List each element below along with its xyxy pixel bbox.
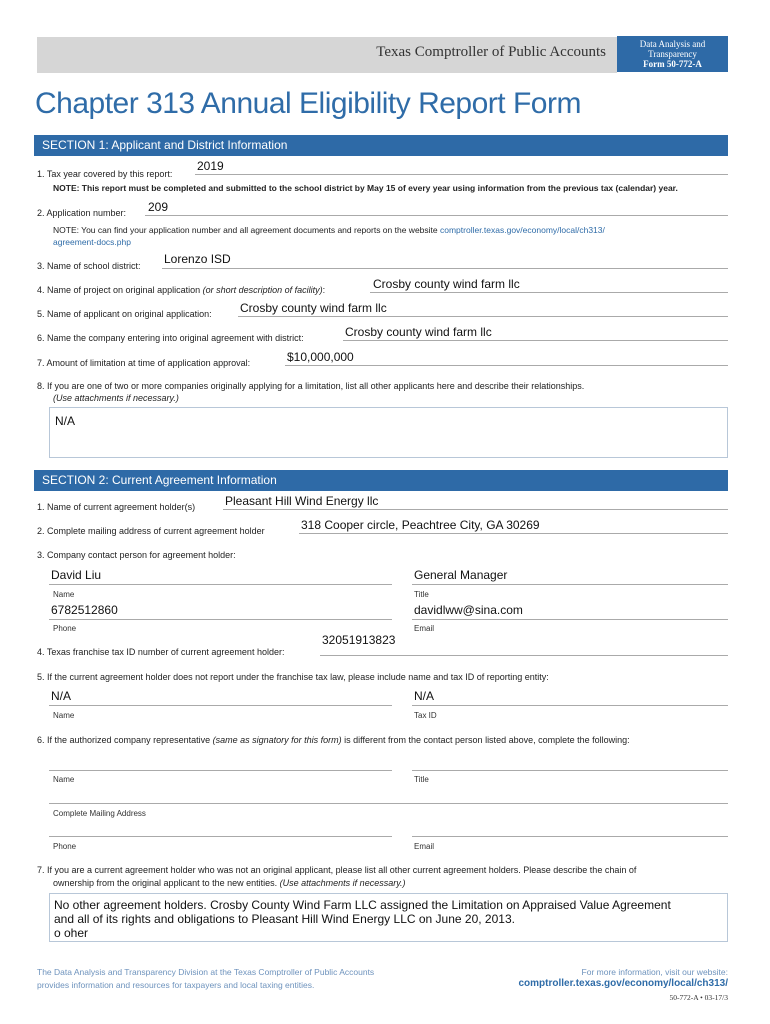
footer-form-number: 50-772-A • 03-17/3 [669,993,728,1002]
q7-value-line2: and all of its rights and obligations to Pleasant Hill Wind Energy LLC on June 20, 2013. [54,912,515,926]
s1-q1-value[interactable]: 2019 [197,159,224,173]
note1-text: NOTE: This report must be completed and submitted to the school district by May 15 of every year using information from the previous tax (calendar) year. [53,183,678,193]
s1-q2-line [145,215,728,216]
q5-name-line [49,705,392,706]
q6-text-b: is different from the contact person listed above, complete the following: [341,735,630,745]
contact-email-line [412,619,728,620]
contact-title-label: Title [414,590,429,599]
q7-value-line3: o oher [54,926,89,940]
badge-line2: Transparency [648,49,697,59]
q5-taxid-line [412,705,728,706]
contact-title-line [412,584,728,585]
s1-q6-value[interactable]: Crosby county wind farm llc [345,325,492,339]
rep-title-label: Title [414,775,429,784]
s2-q7-label-line1: 7. If you are a current agreement holder who was not an original applicant, please list all other current agreement holders. Please describe the chain of [37,865,637,875]
note2-link1[interactable]: comptroller.texas.gov/economy/local/ch313/ [439,225,605,235]
rep-email-label: Email [414,842,435,851]
contact-phone-label: Phone [53,624,77,633]
s2-q2-value[interactable]: 318 Cooper circle, Peachtree City, GA 30269 [301,518,540,532]
s1-q8-value: N/A [55,414,76,428]
s2-q4-line [320,655,728,656]
s1-q6-line [343,340,728,341]
s2-q7-label-line2 [53,878,406,888]
rep-phone-label: Phone [53,842,77,851]
rep-phone-line[interactable] [49,836,392,837]
page-title: Chapter 313 Annual Eligibility Report Form [35,87,581,120]
footer-website-link[interactable]: comptroller.texas.gov/economy/local/ch313/ [518,978,728,989]
contact-email-label: Email [414,624,435,633]
q6-italic: (same as signatory for this form) [212,735,342,745]
s1-q3-label: 3. Name of school district: [37,261,141,271]
badge-line1: Data Analysis and [639,39,706,49]
rep-name-label: Name [53,775,75,784]
s2-q1-value[interactable]: Pleasant Hill Wind Energy llc [225,494,379,508]
section1-heading: SECTION 1: Applicant and District Information [34,135,728,156]
q7-line2-text: ownership from the original applicant to the new entities. [53,878,278,888]
s1-q4-line [370,292,728,293]
s1-q1-label: 1. Tax year covered by this report: [37,169,173,179]
s1-q2-label: 2. Application number: [37,208,127,218]
q7-value-line1: No other agreement holders. Crosby County Wind Farm LLC assigned the Limitation on Appraised Value Agreement [54,898,671,912]
contact-name-label: Name [53,590,75,599]
note2-text-main: NOTE: You can find your application number and all agreement documents and reports on the website [53,225,440,235]
s2-q4-label: 4. Texas franchise tax ID number of current agreement holder: [37,647,285,657]
rep-address-line[interactable] [49,803,728,804]
s1-q7-value[interactable]: $10,000,000 [287,350,354,364]
s1-q4-label: 4. Name of project on original application (or short description of facility): [37,285,326,295]
q8-italic-text: (Use attachments if necessary.) [53,393,179,403]
q5-taxid-label: Tax ID [414,711,437,720]
q4-italic: (or short description of facility) [202,285,323,295]
s1-q5-value[interactable]: Crosby county wind farm llc [240,301,387,315]
s1-q5-line [238,316,728,317]
s2-q1-label: 1. Name of current agreement holder(s) [37,502,196,512]
s2-q2-line [299,533,728,534]
s1-q3-value[interactable]: Lorenzo ISD [164,252,231,266]
q6-text-a: 6. If the authorized company representative [37,735,213,745]
contact-email-value[interactable]: davidlww@sina.com [414,603,523,617]
q5-taxid-value[interactable]: N/A [414,689,435,703]
s2-q7-textbox[interactable] [49,893,728,942]
rep-address-label: Complete Mailing Address [53,809,146,818]
s1-q7-line [285,365,728,366]
s2-q4-value[interactable]: 32051913823 [322,633,396,647]
contact-title-value[interactable]: General Manager [414,568,508,582]
s1-q3-line [162,268,728,269]
s1-note1 [53,182,678,194]
section2-heading: SECTION 2: Current Agreement Information [34,470,728,491]
footer-right-line1: For more information, visit our website: [581,967,728,977]
s1-q4-value[interactable]: Crosby county wind farm llc [373,277,520,291]
s1-q8-textbox[interactable] [49,407,728,458]
note2-link2[interactable]: agreement-docs.php [53,237,131,247]
contact-phone-value[interactable]: 6782512860 [51,603,118,617]
s1-note2 [53,224,728,248]
agency-name: Texas Comptroller of Public Accounts [376,44,606,60]
contact-name-line [49,584,392,585]
q7-italic: (Use attachments if necessary.) [279,878,406,888]
q4-label-text: 4. Name of project on original application [37,285,201,295]
s2-q5-label: 5. If the current agreement holder does not report under the franchise tax law, please include name and tax ID of reporting entity: [37,672,549,682]
s2-q6-label [37,735,630,745]
rep-title-line[interactable] [412,770,728,771]
footer-left-line1: The Data Analysis and Transparency Division at the Texas Comptroller of Public Accounts [37,967,375,977]
s2-q3-label: 3. Company contact person for agreement holder: [37,550,236,560]
s1-q8-italic [53,393,179,403]
s2-q2-label: 2. Complete mailing address of current agreement holder [37,526,265,536]
contact-name-value[interactable]: David Liu [51,568,102,582]
contact-phone-line [49,619,392,620]
s1-q8-label: 8. If you are one of two or more companies originally applying for a limitation, list all other applicants here and describe their relationships. [37,381,585,391]
s1-q2-value[interactable]: 209 [148,200,169,214]
s1-q7-label: 7. Amount of limitation at time of application approval: [37,358,251,368]
s1-q1-line [195,174,728,175]
footer-left-line2: provides information and resources for taxpayers and local taxing entities. [37,980,315,990]
form-badge [617,36,728,72]
badge-form-number: Form 50-772-A [643,59,702,69]
s2-q1-line [223,509,728,510]
rep-name-line[interactable] [49,770,392,771]
q5-name-label: Name [53,711,75,720]
rep-email-line[interactable] [412,836,728,837]
s1-q5-label: 5. Name of applicant on original application: [37,309,212,319]
q5-name-value[interactable]: N/A [51,689,72,703]
s1-q6-label: 6. Name the company entering into original agreement with district: [37,333,304,343]
